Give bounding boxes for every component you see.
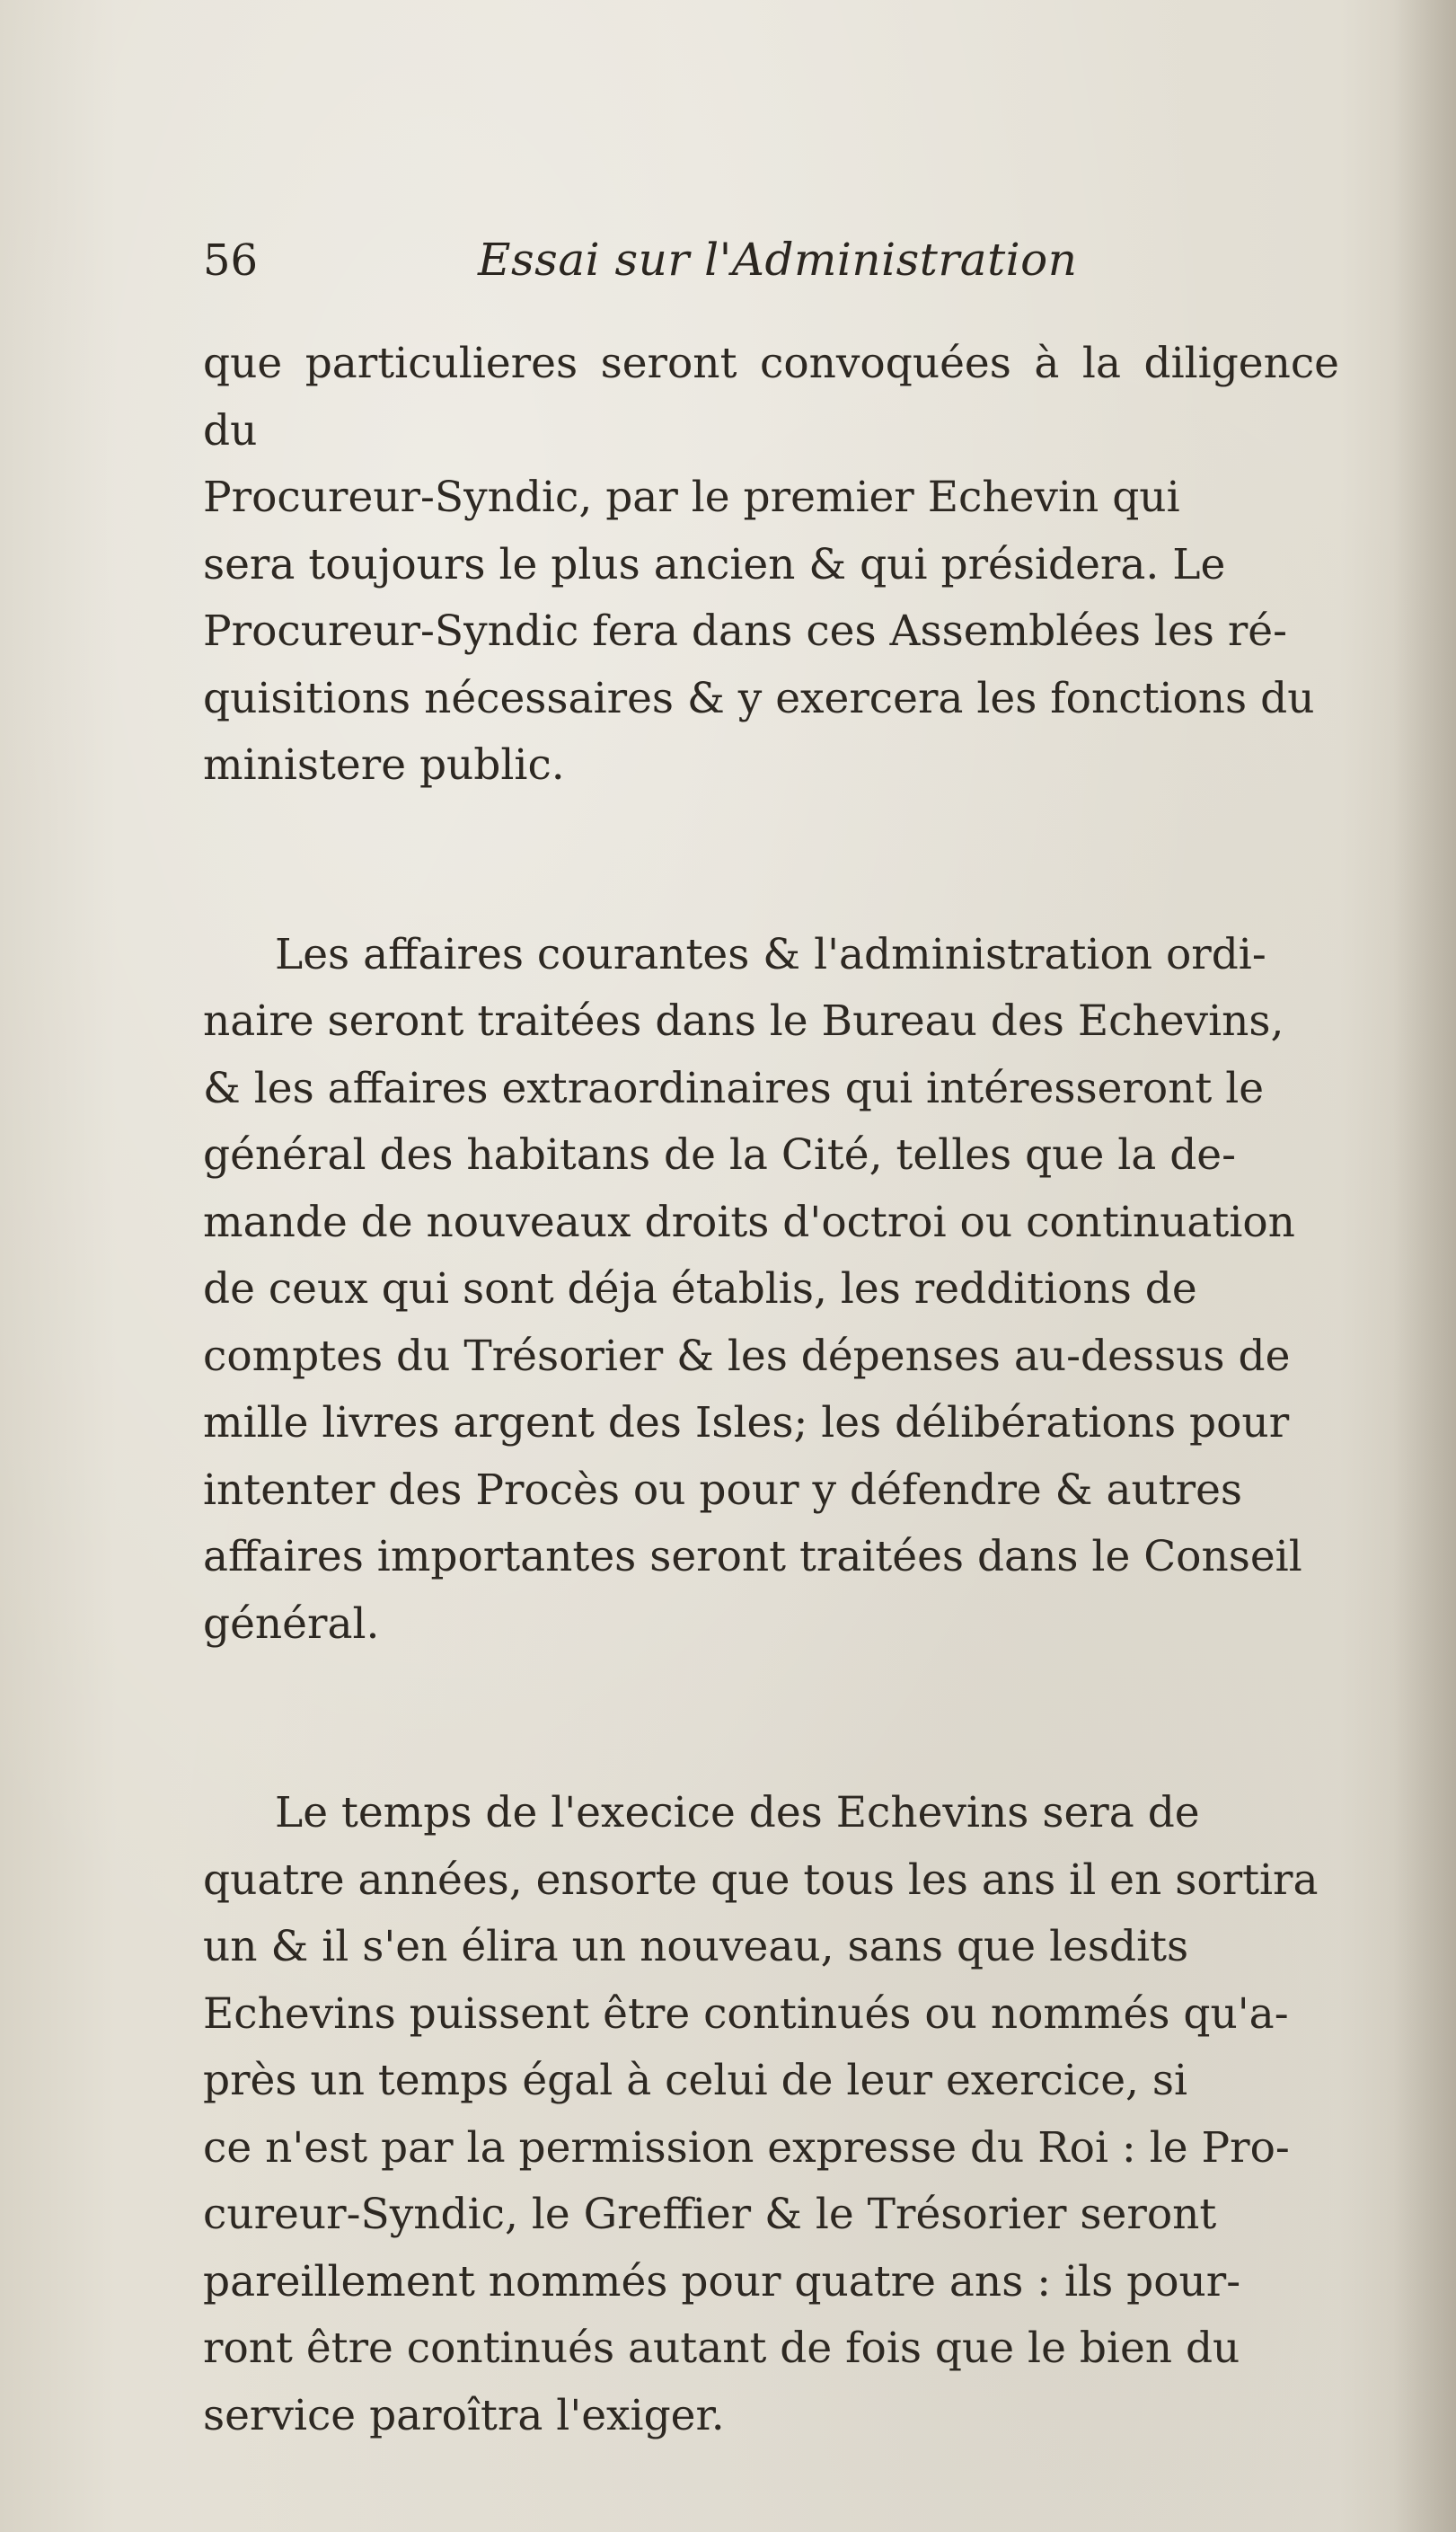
body-text [203,331,1339,2449]
paragraph-2: Les affaires courantes & l'administration ordi- naire seront traitées dans le Bureau des Echevins, & les affaires extraordinaires qui intéresseront le général des habitans de la Cité, telles que la de- mande de nouveaux droits d'octroi ou continuation de ceux qui sont déja établis, les redditions de comptes du Trésorier & les dépenses au-dessus de mille livres argent des Isles; les délibérations pour intenter des Procès ou pour y défendre & autres affaires importantes seront traitées dans le Conseil général. [203,929,1302,1649]
running-title: Essai sur l'Administration [478,234,1078,286]
page-number: 56 [203,235,259,286]
page-gutter-shadow [1393,0,1456,2532]
paragraph-1: que particulieres seront convoquées à la diligence du Procureur-Syndic, par le premier Echevin qui sera toujours le plus ancien & qui présidera. Le Procureur-Syndic fera dans ces Assemblées les ré- quisitions nécessaires & y exercera les fonctions du ministere public. [203,339,1339,790]
paragraph-3: Le temps de l'execice des Echevins sera de quatre années, ensorte que tous les ans il en sortira un & il s'en élira un nouveau, sans que lesdits Echevins puissent être continués ou nommés qu'a- près un temps égal à celui de leur exercice, si ce n'est par la permission expresse du Roi : le Pro- cureur-Syndic, le Greffier & le Trésorier seront pareillement nommés pour quatre ans : ils pour- ront être continués autant de fois que le bien du service paroîtra l'exiger. [203,1788,1319,2440]
running-header [196,235,1094,307]
